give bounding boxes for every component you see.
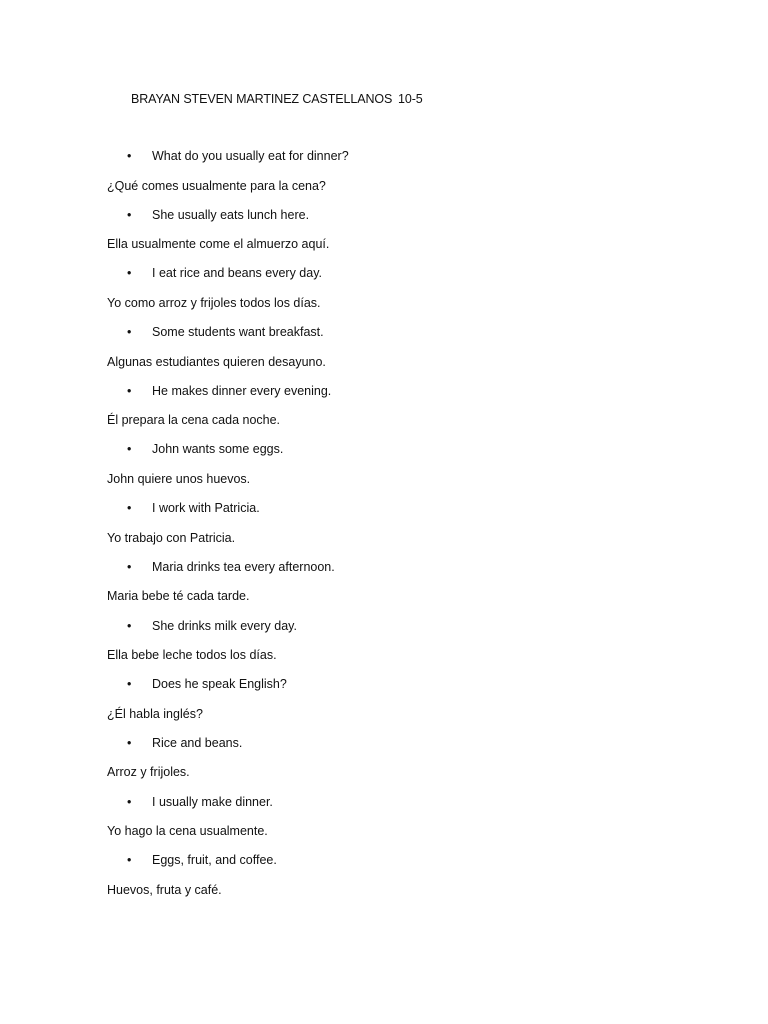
english-sentence: She usually eats lunch here. [152,207,310,222]
english-sentence: Some students want breakfast. [152,325,324,340]
bullet-icon: • [127,735,132,750]
bullet-icon: • [127,853,132,868]
sentence-pair [0,619,768,678]
sentence-pair [0,795,768,854]
bullet-icon: • [127,325,132,340]
english-sentence: What do you usually eat for dinner? [152,149,349,163]
bullet-icon: • [127,559,132,574]
sentence-pair [0,853,768,912]
spanish-translation: Yo como arroz y frijoles todos los días. [107,295,321,310]
english-sentence: Does he speak English? [152,677,287,692]
english-sentence: I usually make dinner. [152,794,273,809]
sentence-list [0,149,768,912]
sentence-pair [0,501,768,560]
student-grade: 10-5 [398,92,423,106]
bullet-icon: • [127,618,132,633]
spanish-translation: Arroz y frijoles. [107,765,190,780]
bullet-icon: • [127,794,132,809]
bullet-icon: • [127,442,132,457]
english-sentence: Eggs, fruit, and coffee. [152,853,277,868]
spanish-translation: John quiere unos huevos. [107,471,251,486]
sentence-pair [0,149,768,208]
spanish-translation: Ella usualmente come el almuerzo aquí. [107,237,330,252]
sentence-pair [0,736,768,795]
bullet-icon: • [127,501,132,516]
bullet-icon: • [127,677,132,692]
spanish-translation: Maria bebe té cada tarde. [107,589,250,604]
english-sentence: Rice and beans. [152,735,243,750]
spanish-translation: Él prepara la cena cada noche. [107,413,281,428]
bullet-icon: • [127,207,132,222]
student-name: BRAYAN STEVEN MARTINEZ CASTELLANOS [131,92,393,106]
spanish-translation: ¿Él habla inglés? [107,706,203,721]
spanish-translation: Huevos, fruta y café. [107,882,222,897]
sentence-pair [0,677,768,736]
english-sentence: I eat rice and beans every day. [152,266,323,281]
spanish-translation: ¿Qué comes usualmente para la cena? [107,178,326,193]
english-sentence: I work with Patricia. [152,501,260,516]
bullet-icon: • [127,383,132,398]
english-sentence: Maria drinks tea every afternoon. [152,559,335,574]
bullet-icon: • [127,266,132,281]
english-sentence: He makes dinner every evening. [152,383,332,398]
spanish-translation: Yo trabajo con Patricia. [107,530,236,545]
sentence-pair [0,208,768,267]
english-sentence: She drinks milk every day. [152,618,297,633]
sentence-pair [0,266,768,325]
sentence-pair [0,384,768,443]
sentence-pair [0,442,768,501]
bullet-icon: • [127,149,132,163]
document-header [131,92,423,106]
spanish-translation: Algunas estudiantes quieren desayuno. [107,354,326,369]
spanish-translation: Ella bebe leche todos los días. [107,648,277,662]
spanish-translation: Yo hago la cena usualmente. [107,824,268,839]
english-sentence: John wants some eggs. [152,442,284,457]
sentence-pair [0,560,768,619]
sentence-pair [0,325,768,384]
